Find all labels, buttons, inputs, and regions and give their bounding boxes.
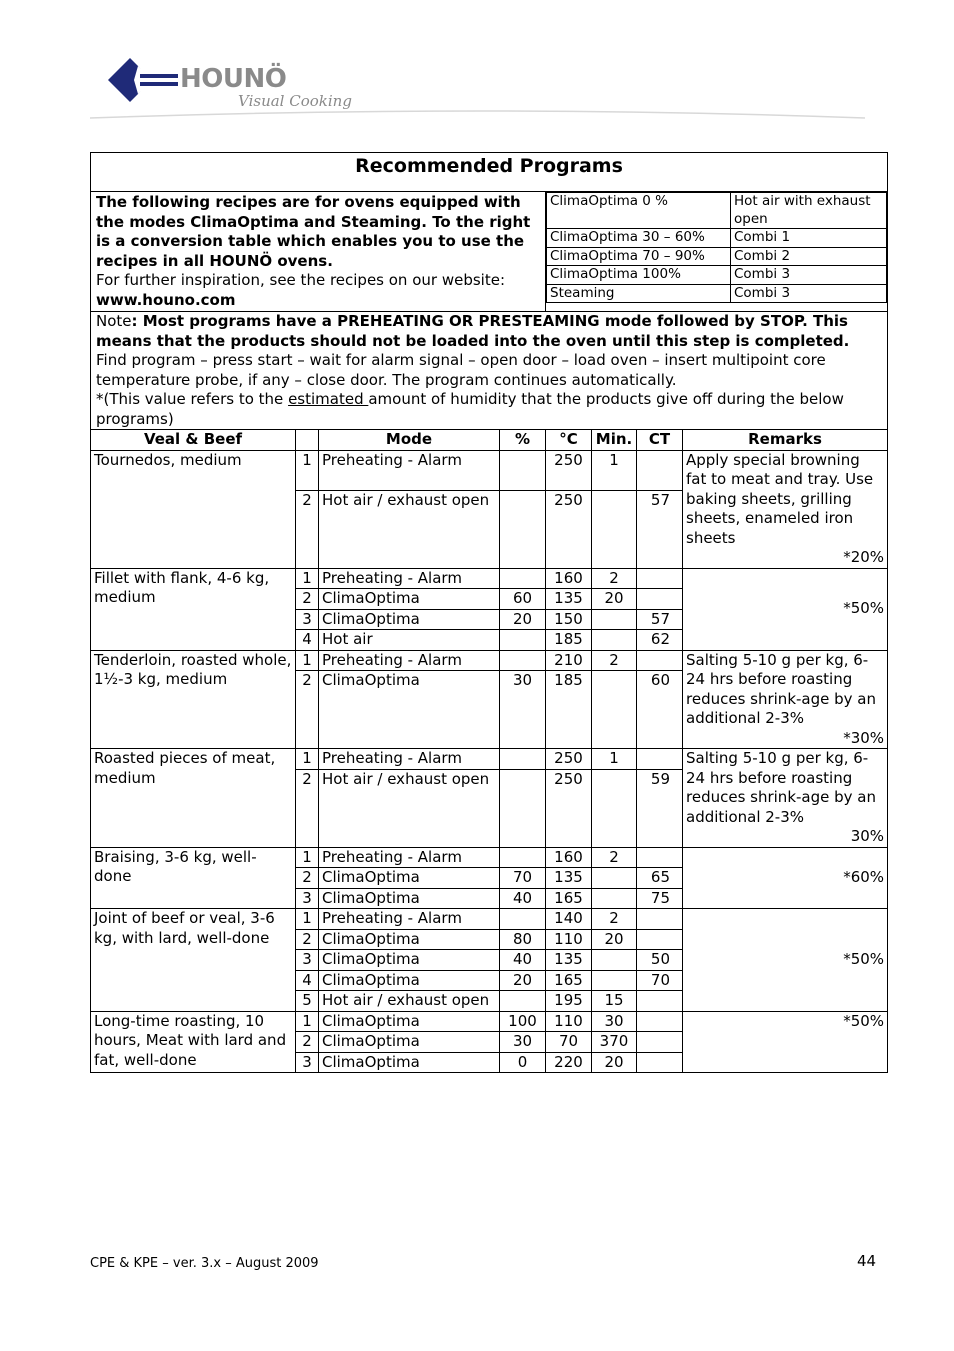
step-temperature: 150 — [546, 609, 592, 630]
step-number: 2 — [296, 929, 319, 950]
conversion-equivalent: Combi 1 — [731, 229, 887, 248]
step-number: 1 — [296, 909, 319, 930]
step-core-temp — [637, 929, 683, 950]
recipe-remarks — [683, 909, 888, 1012]
step-core-temp: 65 — [637, 868, 683, 889]
step-humidity — [500, 450, 546, 490]
step-minutes — [592, 609, 637, 630]
page-number: 44 — [857, 1252, 877, 1270]
step-mode: Preheating - Alarm — [319, 650, 500, 671]
step-mode: Hot air / exhaust open — [319, 769, 500, 847]
step-number: 1 — [296, 450, 319, 490]
step-mode: Hot air / exhaust open — [319, 490, 500, 568]
recommended-programs-table — [90, 152, 888, 1073]
step-humidity: 60 — [500, 589, 546, 610]
step-temperature: 210 — [546, 650, 592, 671]
step-number: 1 — [296, 1011, 319, 1032]
recipe-name: Long-time roasting, 10 hours, Meat with lard and fat, well-done — [91, 1011, 296, 1073]
intro-text — [91, 192, 546, 312]
step-temperature: 70 — [546, 1032, 592, 1053]
step-minutes: 20 — [592, 589, 637, 610]
header-minutes: Min. — [592, 430, 637, 451]
recipe-step-row — [91, 650, 888, 671]
remark-humidity: *20% — [843, 548, 885, 566]
conversion-equivalent: Combi 3 — [731, 284, 887, 303]
step-humidity — [500, 568, 546, 589]
note-star-post: amount of humidity that the products give off during the below programs) — [96, 390, 844, 428]
recipe-name: Braising, 3-6 kg, well-done — [91, 847, 296, 909]
logo-tagline: Visual Cooking — [238, 92, 352, 110]
step-core-temp — [637, 1032, 683, 1053]
step-number: 4 — [296, 630, 319, 651]
step-temperature: 195 — [546, 991, 592, 1012]
step-core-temp — [637, 847, 683, 868]
recipe-remarks — [683, 1011, 888, 1073]
step-mode: ClimaOptima — [319, 868, 500, 889]
conversion-equivalent: Combi 3 — [731, 266, 887, 285]
page-title: Recommended Programs — [91, 153, 888, 192]
step-minutes: 2 — [592, 909, 637, 930]
houno-logo — [90, 52, 870, 124]
step-minutes: 15 — [592, 991, 637, 1012]
conversion-equivalent: Hot air with exhaust open — [731, 193, 887, 229]
step-mode: ClimaOptima — [319, 1011, 500, 1032]
step-mode: ClimaOptima — [319, 950, 500, 971]
step-mode: ClimaOptima — [319, 888, 500, 909]
step-mode: Preheating - Alarm — [319, 749, 500, 770]
note-body: Find program – press start – wait for alarm signal – open door – load oven – insert multipoint core temperature probe, if any – close door. The program continues automatically. — [96, 351, 826, 389]
step-core-temp: 60 — [637, 671, 683, 749]
step-number: 2 — [296, 671, 319, 749]
step-humidity: 20 — [500, 609, 546, 630]
step-humidity — [500, 991, 546, 1012]
recipe-name: Tournedos, medium — [91, 450, 296, 568]
step-humidity: 0 — [500, 1052, 546, 1073]
conversion-row — [547, 229, 887, 248]
step-mode: ClimaOptima — [319, 929, 500, 950]
conversion-row — [547, 193, 887, 229]
step-core-temp — [637, 909, 683, 930]
step-humidity — [500, 847, 546, 868]
step-humidity — [500, 650, 546, 671]
intro-plain: For further inspiration, see the recipes on our website: — [96, 271, 505, 289]
remark-humidity: *60% — [843, 868, 885, 886]
step-number: 1 — [296, 568, 319, 589]
recipe-step-row — [91, 1011, 888, 1032]
step-humidity: 40 — [500, 950, 546, 971]
note-text — [91, 312, 888, 430]
step-temperature: 250 — [546, 490, 592, 568]
step-temperature: 165 — [546, 970, 592, 991]
step-core-temp — [637, 1011, 683, 1032]
step-minutes — [592, 950, 637, 971]
logo-brand: HOUNÖ — [180, 64, 287, 94]
conversion-mode: ClimaOptima 70 – 90% — [547, 247, 731, 266]
step-humidity: 20 — [500, 970, 546, 991]
remark-text: Apply special browning fat to meat and tray. Use baking sheets, grilling sheets, enameled iron sheets — [686, 450, 874, 547]
step-number: 2 — [296, 589, 319, 610]
step-number: 2 — [296, 769, 319, 847]
step-number: 3 — [296, 888, 319, 909]
step-mode: ClimaOptima — [319, 609, 500, 630]
recipe-remarks — [683, 450, 888, 568]
step-humidity: 70 — [500, 868, 546, 889]
conversion-mode: ClimaOptima 100% — [547, 266, 731, 285]
step-humidity: 30 — [500, 1032, 546, 1053]
step-minutes: 20 — [592, 929, 637, 950]
recipe-name: Joint of beef or veal, 3-6 kg, with lard, well-done — [91, 909, 296, 1012]
step-temperature: 140 — [546, 909, 592, 930]
conversion-row — [547, 266, 887, 285]
step-minutes — [592, 970, 637, 991]
step-minutes: 370 — [592, 1032, 637, 1053]
conversion-mode: ClimaOptima 30 – 60% — [547, 229, 731, 248]
header-core-temp: CT — [637, 430, 683, 451]
step-humidity: 30 — [500, 671, 546, 749]
step-temperature: 135 — [546, 868, 592, 889]
header-step — [296, 430, 319, 451]
step-core-temp: 75 — [637, 888, 683, 909]
step-number: 3 — [296, 950, 319, 971]
step-mode: Preheating - Alarm — [319, 847, 500, 868]
step-mode: Preheating - Alarm — [319, 909, 500, 930]
note-star-pre: *(This value refers to the — [96, 390, 289, 408]
step-core-temp: 50 — [637, 950, 683, 971]
step-number: 5 — [296, 991, 319, 1012]
step-mode: Preheating - Alarm — [319, 568, 500, 589]
step-temperature: 165 — [546, 888, 592, 909]
step-core-temp: 62 — [637, 630, 683, 651]
header-dish: Veal & Beef — [91, 430, 296, 451]
step-humidity: 80 — [500, 929, 546, 950]
intro-bold: The following recipes are for ovens equipped with the modes ClimaOptima and Steaming. To the right is a conversion table which enables you to use the recipes in all HOUNÖ ovens. — [96, 193, 531, 270]
recipe-step-row — [91, 450, 888, 490]
step-humidity — [500, 749, 546, 770]
column-header-row — [91, 430, 888, 451]
conversion-table — [546, 192, 887, 303]
header-remarks: Remarks — [683, 430, 888, 451]
header-mode: Mode — [319, 430, 500, 451]
remark-humidity: *30% — [843, 728, 885, 747]
recipe-remarks — [683, 847, 888, 909]
step-temperature: 185 — [546, 630, 592, 651]
step-temperature: 110 — [546, 929, 592, 950]
recipe-step-row — [91, 749, 888, 770]
step-minutes: 1 — [592, 450, 637, 490]
step-number: 1 — [296, 749, 319, 770]
step-mode: ClimaOptima — [319, 970, 500, 991]
step-core-temp — [637, 991, 683, 1012]
step-mode: Hot air / exhaust open — [319, 991, 500, 1012]
step-number: 3 — [296, 609, 319, 630]
step-humidity: 100 — [500, 1011, 546, 1032]
step-number: 1 — [296, 650, 319, 671]
step-mode: Hot air — [319, 630, 500, 651]
header-humidity: % — [500, 430, 546, 451]
note-bold: : Most programs have a PREHEATING OR PRESTEAMING mode followed by STOP. This means that the products should not be loaded into the oven until this step is completed. — [96, 312, 850, 350]
step-core-temp: 70 — [637, 970, 683, 991]
step-temperature: 185 — [546, 671, 592, 749]
step-temperature: 220 — [546, 1052, 592, 1073]
step-temperature: 250 — [546, 450, 592, 490]
step-humidity — [500, 769, 546, 847]
step-minutes — [592, 630, 637, 651]
step-humidity: 40 — [500, 888, 546, 909]
step-core-temp: 59 — [637, 769, 683, 847]
recipe-step-row — [91, 909, 888, 930]
step-minutes: 20 — [592, 1052, 637, 1073]
step-core-temp — [637, 749, 683, 770]
remark-text: Salting 5-10 g per kg, 6-24 hrs before roasting reduces shrink-age by an additional 2-3% — [686, 650, 876, 727]
conversion-equivalent: Combi 2 — [731, 247, 887, 266]
remark-humidity: *50% — [843, 1011, 885, 1030]
step-humidity — [500, 630, 546, 651]
step-mode: ClimaOptima — [319, 671, 500, 749]
step-mode: ClimaOptima — [319, 1032, 500, 1053]
step-humidity — [500, 909, 546, 930]
footer-version: CPE & KPE – ver. 3.x – August 2009 — [90, 1256, 319, 1271]
step-number: 2 — [296, 868, 319, 889]
recipe-step-row — [91, 568, 888, 589]
step-minutes — [592, 671, 637, 749]
step-temperature: 135 — [546, 589, 592, 610]
step-minutes: 1 — [592, 749, 637, 770]
step-number: 2 — [296, 490, 319, 568]
step-core-temp — [637, 450, 683, 490]
note-star-underlined: estimated — [288, 390, 369, 408]
step-core-temp — [637, 1052, 683, 1073]
step-number: 1 — [296, 847, 319, 868]
recipe-step-row — [91, 847, 888, 868]
remark-humidity: 30% — [850, 827, 885, 845]
step-minutes: 2 — [592, 847, 637, 868]
step-number: 4 — [296, 970, 319, 991]
recipe-name: Roasted pieces of meat, medium — [91, 749, 296, 848]
recipe-name: Tenderloin, roasted whole, 1½-3 kg, medium — [91, 650, 296, 749]
header-temperature: °C — [546, 430, 592, 451]
step-temperature: 250 — [546, 749, 592, 770]
conversion-table-cell — [546, 192, 888, 312]
note-label: Note — [96, 312, 132, 330]
step-minutes: 2 — [592, 650, 637, 671]
remark-humidity: *50% — [843, 950, 885, 968]
conversion-row — [547, 247, 887, 266]
conversion-mode: Steaming — [547, 284, 731, 303]
step-number: 2 — [296, 1032, 319, 1053]
step-mode: ClimaOptima — [319, 1052, 500, 1073]
recipe-remarks — [683, 568, 888, 650]
step-temperature: 110 — [546, 1011, 592, 1032]
remark-humidity: *50% — [843, 599, 885, 618]
conversion-row — [547, 284, 887, 303]
step-mode: ClimaOptima — [319, 589, 500, 610]
step-core-temp: 57 — [637, 609, 683, 630]
step-minutes — [592, 490, 637, 568]
conversion-mode: ClimaOptima 0 % — [547, 193, 731, 229]
step-core-temp — [637, 568, 683, 589]
website-link[interactable]: www.houno.com — [96, 290, 236, 309]
step-temperature: 250 — [546, 769, 592, 847]
remark-text: Salting 5-10 g per kg, 6-24 hrs before roasting reduces shrink-age by an additional 2-3% — [686, 749, 876, 826]
recipe-remarks — [683, 749, 888, 848]
recipe-remarks — [683, 650, 888, 749]
step-minutes: 2 — [592, 568, 637, 589]
step-temperature: 135 — [546, 950, 592, 971]
step-humidity — [500, 490, 546, 568]
step-minutes — [592, 769, 637, 847]
step-minutes: 30 — [592, 1011, 637, 1032]
step-temperature: 160 — [546, 847, 592, 868]
step-minutes — [592, 888, 637, 909]
step-core-temp — [637, 589, 683, 610]
step-core-temp: 57 — [637, 490, 683, 568]
step-minutes — [592, 868, 637, 889]
step-core-temp — [637, 650, 683, 671]
step-number: 3 — [296, 1052, 319, 1073]
recipe-name: Fillet with flank, 4-6 kg, medium — [91, 568, 296, 650]
step-temperature: 160 — [546, 568, 592, 589]
step-mode: Preheating - Alarm — [319, 450, 500, 490]
